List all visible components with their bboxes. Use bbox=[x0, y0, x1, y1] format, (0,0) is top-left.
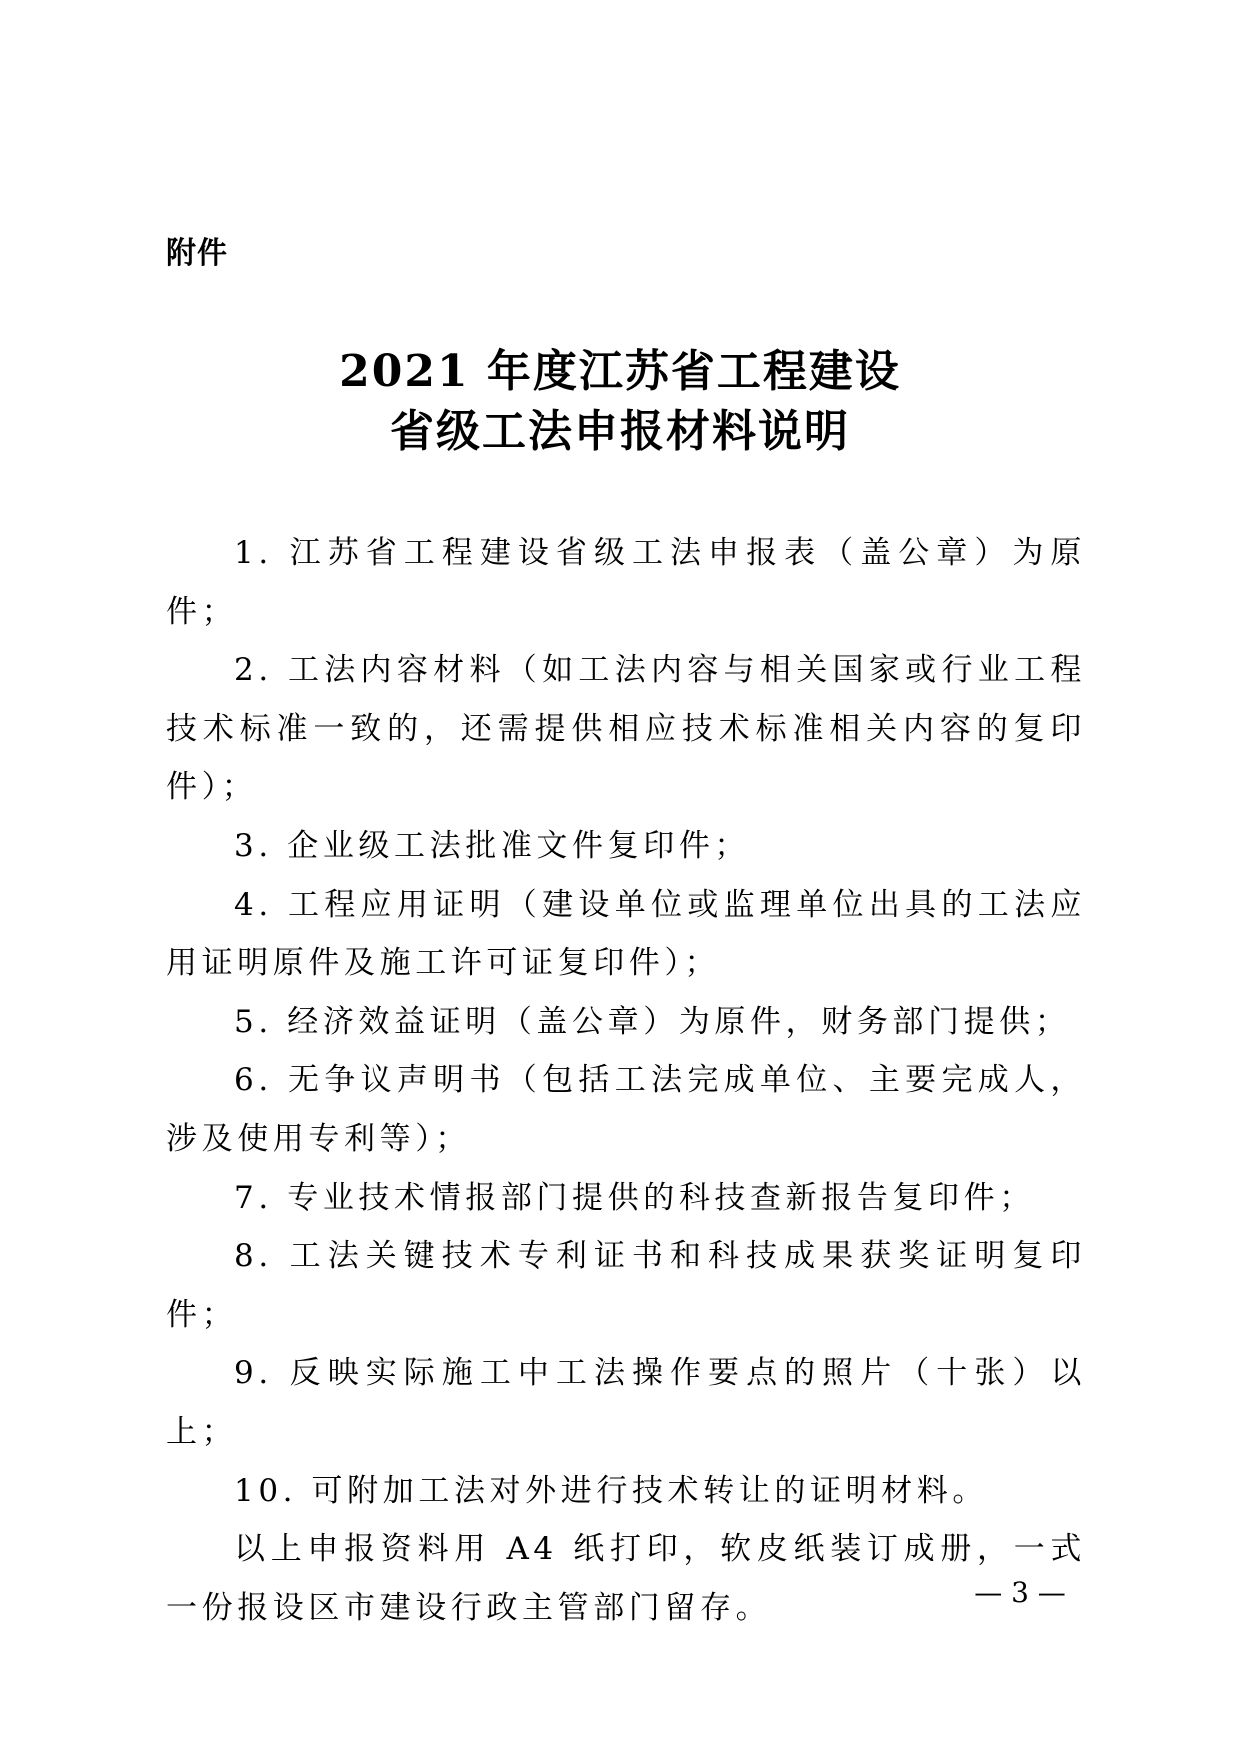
list-item-4: 4. 工程应用证明（建设单位或监理单位出具的工法应用证明原件及施工许可证复印件）； bbox=[166, 886, 1086, 982]
attachment-label: 附件 bbox=[166, 236, 228, 271]
list-item-2: 2. 工法内容材料（如工法内容与相关国家或行业工程技术标准一致的，还需提供相应技术标准相关内容的复印件）； bbox=[166, 652, 1086, 806]
list-item-10: 10. 可附加工法对外进行技术转让的证明材料。 bbox=[234, 1472, 988, 1509]
page-number: — 3 — bbox=[974, 1576, 1066, 1609]
list-item-9: 9. 反映实际施工中工法操作要点的照片（十张）以上； bbox=[166, 1355, 1086, 1450]
document-title-line-2: 省级工法申报材料说明 bbox=[390, 406, 850, 457]
closing-note: 以上申报资料用 A4 纸打印，软皮纸装订成册，一式一份报设区市建设行政主管部门留存。 bbox=[166, 1531, 1086, 1626]
document-body bbox=[166, 524, 1086, 1637]
list-item-7: 7. 专业技术情报部门提供的科技查新报告复印件； bbox=[234, 1179, 1035, 1216]
list-item-3: 3. 企业级工法批准文件复印件； bbox=[234, 827, 751, 864]
list-item-1: 1. 江苏省工程建设省级工法申报表（盖公章）为原件； bbox=[166, 535, 1086, 630]
list-item-5: 5. 经济效益证明（盖公章）为原件，财务部门提供； bbox=[234, 1003, 1071, 1040]
document-title-line-1: 2021 年度江苏省工程建设 bbox=[339, 346, 901, 397]
list-item-6: 6. 无争议声明书（包括工法完成单位、主要完成人，涉及使用专利等）； bbox=[166, 1062, 1086, 1157]
list-item-8: 8. 工法关键技术专利证书和科技成果获奖证明复印件； bbox=[166, 1238, 1086, 1333]
